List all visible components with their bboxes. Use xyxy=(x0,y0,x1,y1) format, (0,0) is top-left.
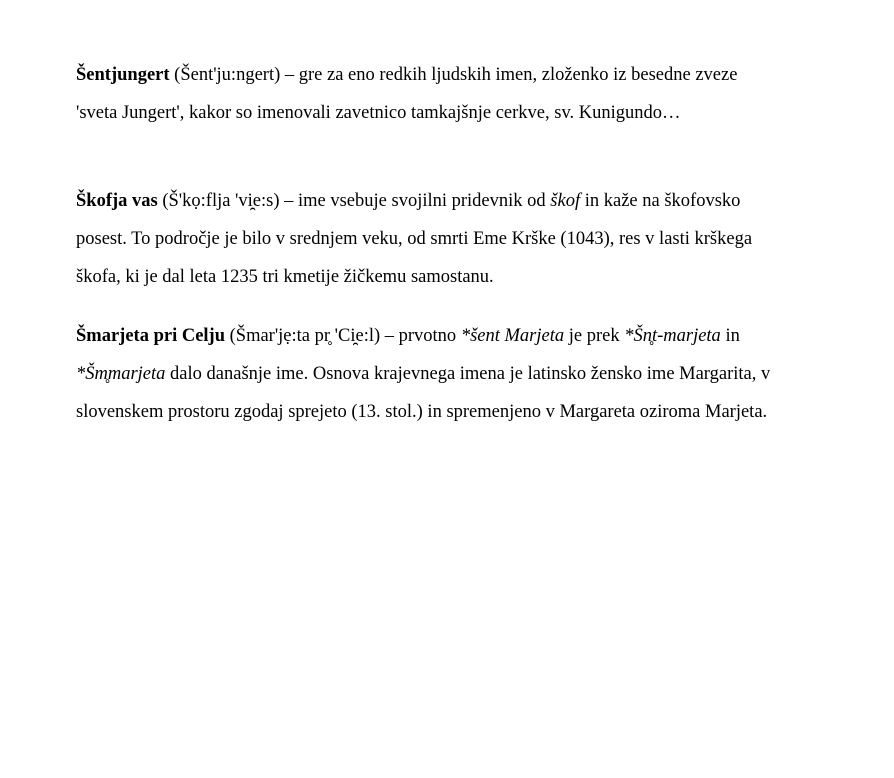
document-page xyxy=(76,56,876,431)
entry-text: 'sveta Jungert', kakor so imenovali zavetnico tamkajšnje cerkve, sv. Kunigundo… xyxy=(76,103,681,123)
entry-line xyxy=(76,56,876,94)
entry-italic-term: *Šn̥t-marjeta xyxy=(624,326,721,346)
entry-text: slovenskem prostoru zgodaj sprejeto (13. stol.) in spremenjeno v Margareta oziroma Marjeta. xyxy=(76,402,768,422)
entry-headword: Šentjungert xyxy=(76,65,170,85)
entry-text: posest. To področje je bilo v srednjem veku, od smrti Eme Krške (1043), res v lasti krškega xyxy=(76,229,753,249)
entry-headword: Šmarjeta pri Celju xyxy=(76,326,225,346)
entry-text: in xyxy=(720,326,740,346)
entry-italic-term: *šent Marjeta xyxy=(460,326,565,346)
entry-line xyxy=(76,94,876,132)
entry-headword: Škofja vas xyxy=(76,191,158,211)
entry-line xyxy=(76,220,876,258)
entry-text: je prek xyxy=(564,326,625,346)
entry-sentjungert xyxy=(76,56,876,132)
entry-italic-term: škof xyxy=(550,191,581,211)
entry-line xyxy=(76,393,876,431)
entry-text: in kaže na škofovsko xyxy=(580,191,741,211)
entry-line xyxy=(76,182,876,220)
entry-text: (Š'kọ:flja 'vi̯e:s) – ime vsebuje svojilni pridevnik od xyxy=(157,191,551,211)
entry-text: škofa, ki je dal leta 1235 tri kmetije žičkemu samostanu. xyxy=(76,267,494,287)
entry-italic-term: *Šm̥marjeta xyxy=(76,364,166,384)
entry-text: (Šmar'jẹ:ta pr̥ 'Ci̯e:l) – prvotno xyxy=(225,326,461,346)
entry-smarjeta-pri-celju xyxy=(76,317,876,431)
entry-line xyxy=(76,317,876,355)
entry-skofja-vas xyxy=(76,182,876,296)
entry-line xyxy=(76,258,876,296)
entry-text: (Šent'ju:ngert) – gre za eno redkih ljudskih imen, zloženko iz besedne zveze xyxy=(169,65,738,85)
entry-text: dalo današnje ime. Osnova krajevnega imena je latinsko žensko ime Margarita, v xyxy=(165,364,771,384)
entry-line xyxy=(76,355,876,393)
